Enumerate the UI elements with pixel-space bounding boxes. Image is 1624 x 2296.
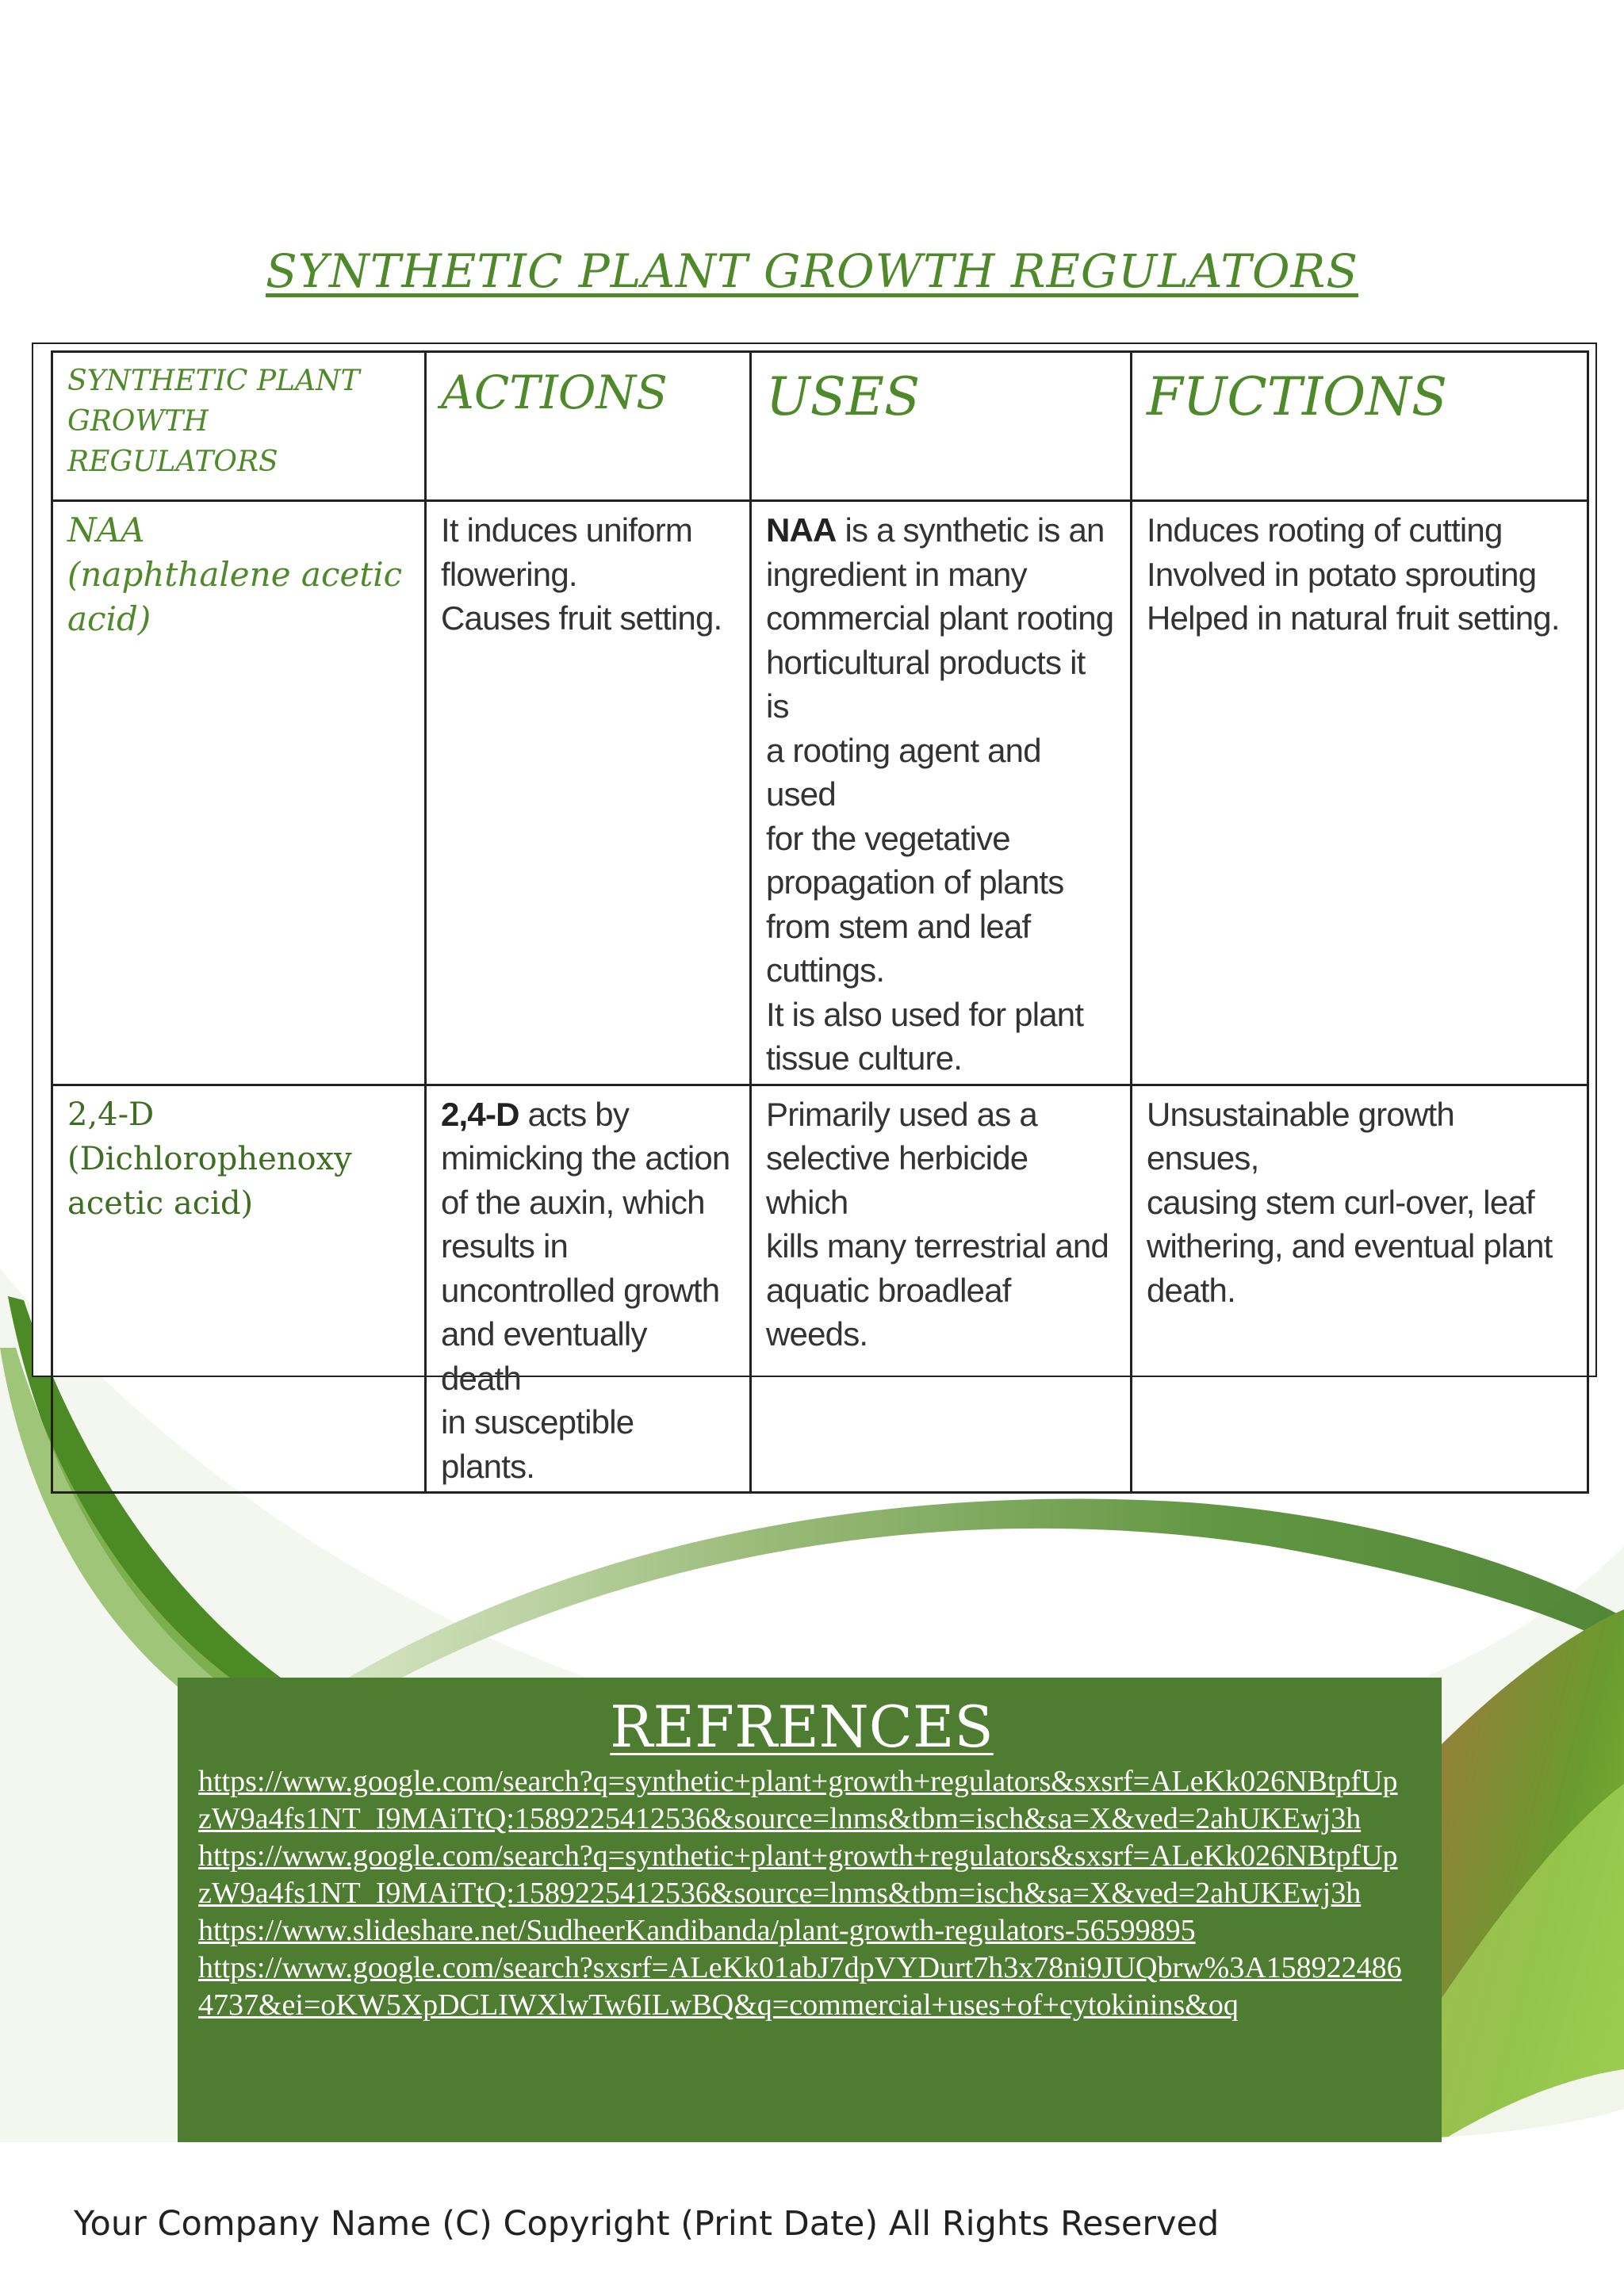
- action-line: uncontrolled growth: [441, 1271, 720, 1309]
- uses-line: aquatic broadleaf weeds.: [766, 1271, 1011, 1353]
- reference-link[interactable]: https://www.google.com/search?sxsrf=ALeKk01abJ7dpVYDurt7h3x78ni9JUQbrw%3A1589224864737&ei=oKW5XpDCLIWXlwTw6ILwBQ&q=commercial+uses+of+cytokinins&oq: [198, 1951, 1402, 2022]
- function-line: withering, and eventual plant: [1147, 1227, 1553, 1265]
- uses-line: tissue culture.: [766, 1039, 963, 1077]
- function-line: Induces rooting of cutting: [1147, 511, 1503, 549]
- regulator-name-line: (Dichlorophenoxy: [67, 1140, 352, 1177]
- header-regulator-line: SYNTHETIC PLANT: [67, 365, 360, 397]
- uses-line: a rooting agent and used: [766, 731, 1041, 813]
- action-line: flowering.: [441, 555, 577, 593]
- action-line: in susceptible plants.: [441, 1403, 634, 1485]
- uses-line: for the vegetative: [766, 819, 1010, 857]
- cell-actions: [426, 501, 751, 1085]
- action-line: It induces uniform: [441, 511, 693, 549]
- uses-line: ingredient in many: [766, 555, 1027, 593]
- regulator-name-line: 2,4-D: [67, 1096, 155, 1133]
- header-actions: [426, 352, 751, 501]
- uses-line: Primarily used as a: [766, 1095, 1037, 1133]
- reference-link[interactable]: https://www.google.com/search?q=synthetic+plant+growth+regulators&sxsrf=ALeKk026NBtpfUpzW9a4fs1NT_I9MAiTtQ:1589225412536&source=lnms&tbm=isch&sa=X&ved=2ahUKEwj3h: [198, 1765, 1398, 1835]
- regulator-name-line: acetic acid): [67, 1184, 254, 1222]
- reference-link[interactable]: https://www.slideshare.net/SudheerKandibanda/plant-growth-regulators-56599895: [198, 1914, 1196, 1947]
- header-uses: [751, 352, 1132, 501]
- regulator-name-line: acid): [67, 599, 151, 638]
- uses-line: commercial plant rooting: [766, 599, 1114, 637]
- action-line: and eventually death: [441, 1315, 647, 1397]
- uses-line: horticultural products it is: [766, 643, 1086, 725]
- header-functions-label: FUCTIONS: [1147, 366, 1448, 427]
- references-title: REFRENCES: [610, 1693, 994, 1760]
- uses-line: kills many terrestrial and: [766, 1227, 1109, 1265]
- regulators-table: [51, 350, 1589, 1494]
- regulator-name-line: NAA: [67, 511, 145, 549]
- action-line: of the auxin, which: [441, 1183, 705, 1221]
- function-line: Helped in natural fruit setting.: [1147, 599, 1560, 637]
- function-line: Unsustainable growth ensues,: [1147, 1095, 1454, 1177]
- reference-link[interactable]: https://www.google.com/search?q=synthetic+plant+growth+regulators&sxsrf=ALeKk026NBtpfUpzW9a4fs1NT_I9MAiTtQ:1589225412536&source=lnms&tbm=isch&sa=X&ved=2ahUKEwj3h: [198, 1839, 1398, 1910]
- function-line: Involved in potato sprouting: [1147, 555, 1537, 593]
- uses-line: It is also used for plant: [766, 995, 1084, 1033]
- action-line: Causes fruit setting.: [441, 599, 722, 637]
- uses-line: selective herbicide which: [766, 1139, 1028, 1221]
- cell-regulator-name: [52, 1085, 426, 1493]
- action-bold-term: 2,4-D: [441, 1095, 519, 1133]
- cell-functions: [1132, 1085, 1588, 1493]
- cell-functions: [1132, 501, 1588, 1085]
- uses-line: propagation of plants: [766, 863, 1064, 901]
- header-regulator-line: REGULATORS: [67, 446, 278, 478]
- uses-line: from stem and leaf: [766, 907, 1031, 945]
- header-actions-label: ACTIONS: [441, 365, 668, 419]
- regulator-name-line: (naphthalene acetic: [67, 555, 403, 594]
- function-line: death.: [1147, 1271, 1235, 1309]
- page-title: SYNTHETIC PLANT GROWTH REGULATORS: [265, 244, 1359, 298]
- header-functions: [1132, 352, 1588, 501]
- references-box: [178, 1678, 1442, 2142]
- action-line: mimicking the action: [441, 1139, 730, 1177]
- uses-bold-term: NAA: [766, 511, 837, 549]
- header-regulator-line: GROWTH: [67, 405, 209, 438]
- cell-uses: [751, 501, 1132, 1085]
- action-line: results in: [441, 1227, 569, 1265]
- cell-actions: [426, 1085, 751, 1493]
- header-regulator: [52, 352, 426, 501]
- table-row: [52, 1085, 1588, 1493]
- function-line: causing stem curl-over, leaf: [1147, 1183, 1534, 1221]
- table-row: [52, 501, 1588, 1085]
- table-header-row: [52, 352, 1588, 501]
- uses-line: is a synthetic is an: [836, 511, 1105, 549]
- footer-copyright: Your Company Name (C) Copyright (Print Date) All Rights Reserved: [74, 2204, 1220, 2244]
- cell-uses: [751, 1085, 1132, 1493]
- cell-regulator-name: [52, 501, 426, 1085]
- action-line: acts by: [519, 1095, 630, 1133]
- uses-line: cuttings.: [766, 951, 885, 989]
- header-uses-label: USES: [766, 366, 921, 427]
